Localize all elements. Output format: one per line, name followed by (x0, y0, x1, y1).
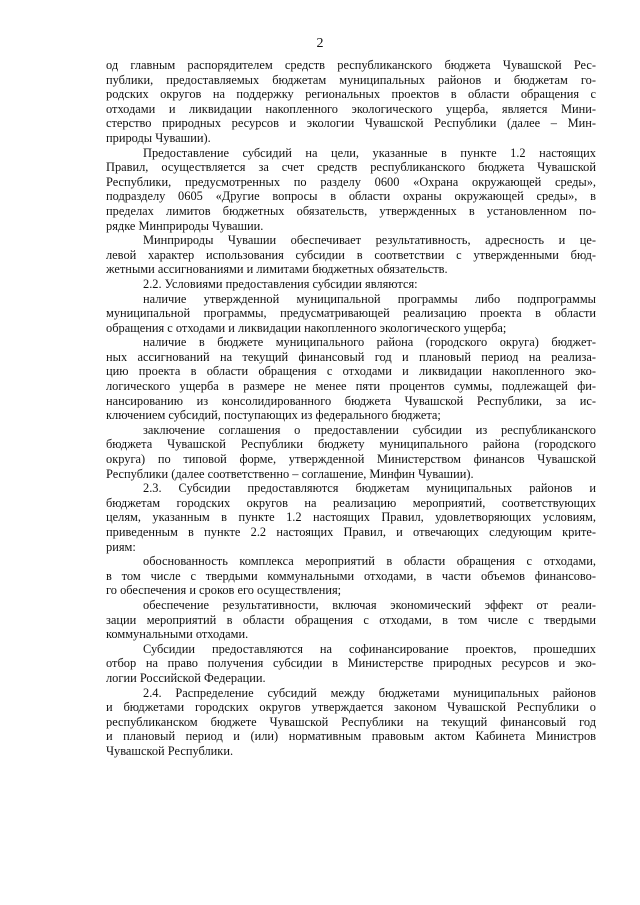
document-body (106, 58, 596, 759)
text-line: и бюджетами городских округов утверждается законом Чувашской Республики о (106, 700, 596, 715)
text-line: Предоставление субсидий на цели, указанные в пункте 1.2 настоящих (143, 145, 596, 160)
text-line: и плановый период и (или) нормативным правовым актом Кабинета Министров (106, 729, 596, 744)
text-line: нансированию из консолидированного бюджета Чувашской Республики, за ис- (106, 393, 596, 408)
paragraph (106, 423, 596, 481)
text-line: 2.4. Распределение субсидий между бюджетами муниципальных районов (143, 685, 596, 700)
text-line: отбор на право получения субсидии в Министерстве природных ресурсов и эко- (106, 656, 596, 671)
page-number: 2 (316, 36, 324, 51)
text-line: обращения с отходами и ликвидации накопленного экологического ущерба; (106, 320, 507, 335)
text-line: публики, предоставляемых бюджетам муниципальных районов и бюджетам го- (106, 72, 596, 87)
text-line: рядке Минприроды Чувашии. (106, 218, 264, 233)
text-line: Правил, осуществляется за счет средств республиканского бюджета Чувашской (106, 160, 596, 175)
text-line: ных ассигнований на текущий финансовый год и плановый период на реализа- (106, 349, 596, 364)
paragraph (106, 642, 596, 686)
text-line: левой характер использования субсидии в соответствии с утвержденными бюд- (106, 247, 596, 262)
paragraph (106, 292, 596, 336)
text-line: 2.2. Условиями предоставления субсидии являются: (143, 276, 418, 291)
text-line: целям, указанным в пункте 1.2 настоящих Правил, удовлетворяющих условиям, (106, 510, 596, 525)
text-line: го обеспечения и сроков его осуществления; (106, 583, 342, 598)
paragraph (106, 554, 596, 598)
text-line: обеспечение результативности, включая экономический эффект от реали- (143, 597, 596, 612)
paragraph (106, 686, 596, 759)
text-line: Субсидии предоставляются на софинансирование проектов, прошедших (143, 641, 596, 656)
text-line: приведенным в пункте 2.2 настоящих Правил, и отвечающих следующим крите- (106, 525, 596, 539)
text-line: округа) по типовой форме, утвержденной Министерством финансов Чувашской (106, 452, 596, 467)
text-line: зации мероприятий в области обращения с отходами, в том числе с твердыми (106, 612, 596, 627)
text-line: логического ущерба в размере не менее пяти процентов суммы, подлежащей фи- (106, 379, 596, 394)
paragraph (106, 277, 596, 292)
text-line: наличие в бюджете муниципального района (городского округа) бюджет- (143, 335, 596, 350)
text-line: 2.3. Субсидии предоставляются бюджетам муниципальных районов и (143, 481, 596, 496)
text-line: бюджетам городских округов на реализацию мероприятий, соответствующих (106, 495, 596, 510)
text-line: логии Российской Федерации. (106, 670, 266, 685)
text-line: Республики (далее соответственно – соглашение, Минфин Чувашии). (106, 466, 474, 481)
text-line: природы Чувашии). (106, 130, 211, 145)
text-line: ключением субсидий, поступающих из федерального бюджета; (106, 408, 441, 423)
paragraph (106, 146, 596, 234)
text-line: в том числе с твердыми коммунальными отходами, в части объемов финансово- (106, 568, 596, 583)
text-line: бюджета Чувашской Республики бюджету муниципального района (городского (106, 437, 596, 452)
text-line: риям: (106, 539, 136, 554)
paragraph (106, 233, 596, 277)
text-line: коммунальными отходами. (106, 627, 249, 642)
text-line: од главным распорядителем средств республиканского бюджета Чувашской Рес- (106, 58, 596, 72)
paragraph (106, 58, 596, 146)
paragraph (106, 481, 596, 554)
text-line: республиканском бюджете Чувашской Республики на текущий финансовый год (106, 714, 596, 729)
text-line: Республики, предусмотренных по разделу 0600 «Охрана окружающей среды», (106, 174, 596, 189)
text-line: обоснованность комплекса мероприятий в области обращения с отходами, (143, 554, 596, 569)
text-line: Минприроды Чувашии обеспечивает результативность, адресность и це- (143, 233, 596, 248)
text-line: заключение соглашения о предоставлении субсидии из республиканского (143, 422, 596, 437)
text-line: родских округов на поддержку региональных проектов в области обращения с (106, 87, 596, 102)
text-line: муниципальной программы, предусматривающей реализацию проекта в области (106, 306, 596, 321)
text-line: цию проекта в области обращения с отходами и ликвидации накопленного эко- (106, 364, 596, 379)
text-line: пределах лимитов бюджетных обязательств, утвержденных в установленном по- (106, 203, 596, 218)
text-line: отходами и ликвидации накопленного экологического ущерба, является Мини- (106, 101, 596, 116)
text-line: наличие утвержденной муниципальной программы либо подпрограммы (143, 291, 596, 306)
text-line: подразделу 0605 «Другие вопросы в области охраны окружающей среды», в (106, 189, 596, 204)
text-line: жетными ассигнованиями и лимитами бюджетных обязательств. (106, 262, 448, 277)
paragraph (106, 335, 596, 423)
text-line: стерство природных ресурсов и экологии Чувашской Республики (далее – Мин- (106, 116, 596, 131)
paragraph (106, 598, 596, 642)
text-line: Чувашской Республики. (106, 743, 234, 758)
